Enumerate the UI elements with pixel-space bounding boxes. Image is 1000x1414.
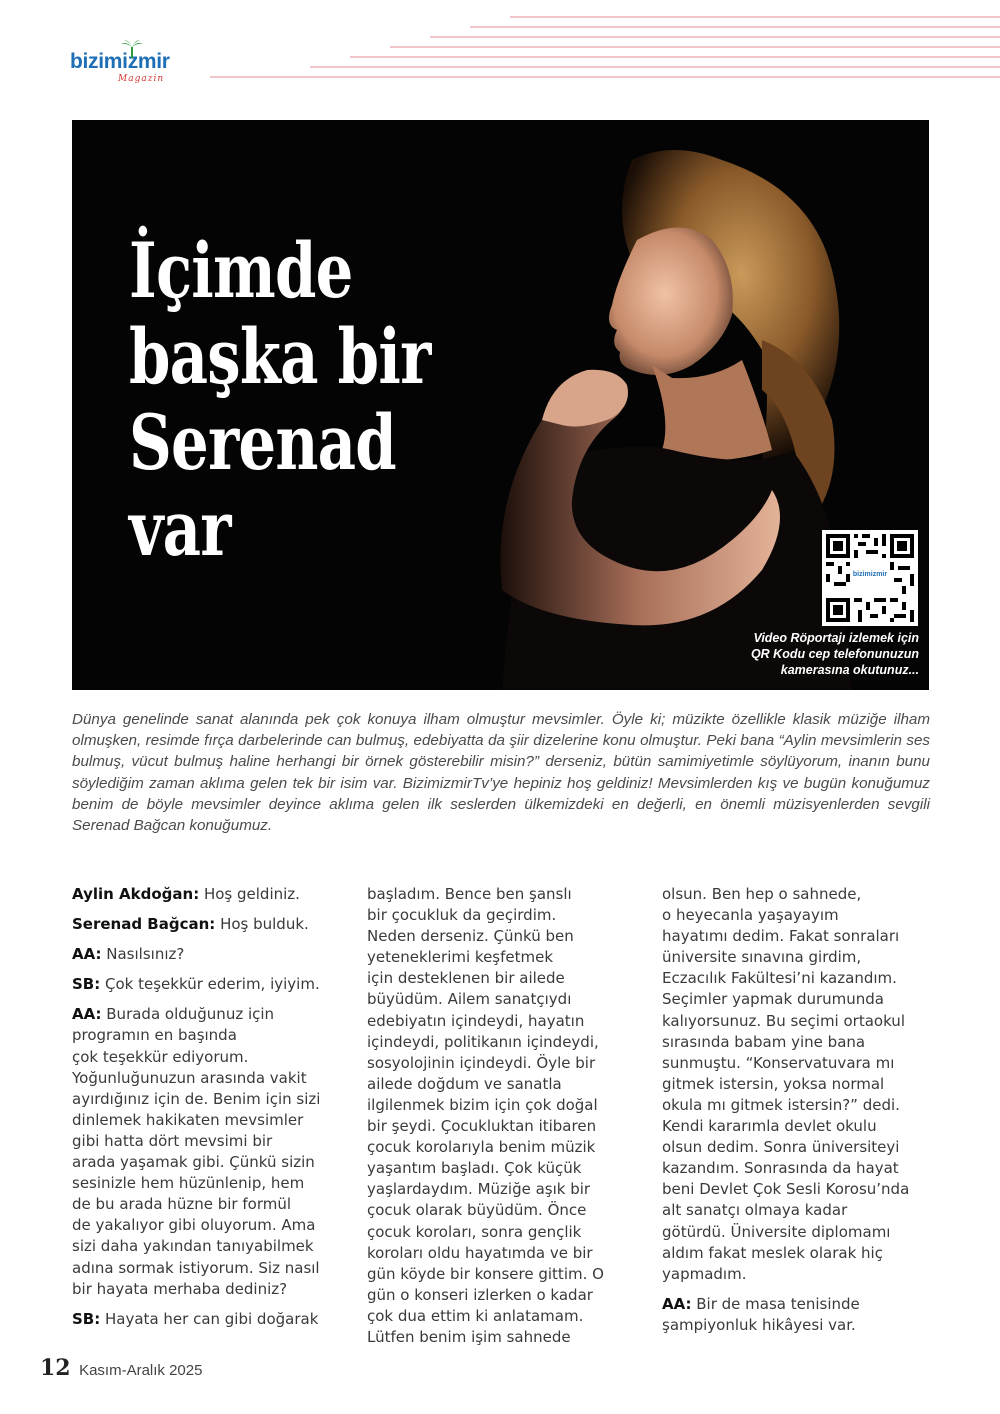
line-text: sırasında babam yine bana (662, 1032, 866, 1051)
text-line (662, 884, 937, 905)
line-text: kazandım. Sonrasında da hayat (662, 1159, 899, 1178)
interview-column-3 (662, 884, 937, 1345)
line-text: Nasılsınız? (101, 945, 185, 964)
text-line (367, 1158, 642, 1179)
qr-caption-line-2: QR Kodu cep telefonunuzun (750, 647, 919, 661)
line-text: bir çocukluk da geçirdim. (367, 906, 557, 925)
page-footer (40, 1355, 202, 1381)
text-line (72, 974, 347, 995)
interview-column-1 (72, 884, 347, 1339)
text-line (72, 914, 347, 935)
line-text: yeteneklerimi keşfetmek (367, 948, 554, 967)
line-text: kalıyorsunuz. Bu seçimi ortaokul (662, 1011, 905, 1030)
brand-logo (70, 50, 200, 96)
text-line (367, 947, 642, 968)
text-line (72, 1068, 347, 1089)
text-line (367, 989, 642, 1010)
line-text: ilgilenmek bizim için çok doğal (367, 1095, 598, 1114)
line-text: alt sanatçı olmaya kadar (662, 1201, 848, 1220)
interview-paragraph (72, 1309, 347, 1330)
line-text: başladım. Bence ben şanslı (367, 885, 572, 903)
headline-line-1: İçimde (129, 226, 353, 315)
text-line (662, 968, 937, 989)
line-text: o heyecanla yaşayayım (662, 906, 839, 925)
line-text: gibi hatta dört mevsimi bir (72, 1131, 273, 1150)
text-line (72, 944, 347, 965)
logo-subtitle: Magazin (118, 74, 165, 84)
line-text: Kendi kararımla devlet okulu (662, 1117, 877, 1136)
text-line (662, 1315, 937, 1336)
line-text: sosyolojinin içindeydi. Öyle bir (367, 1053, 596, 1072)
text-line (72, 1194, 347, 1215)
line-text: gün köyde bir konsere gittim. O (367, 1264, 604, 1283)
text-line (662, 1011, 937, 1032)
text-line (662, 1116, 937, 1137)
text-line (367, 1179, 642, 1200)
line-text: okula mı gitmek istersin?” dedi. (662, 1095, 900, 1114)
line-text: adına sormak istiyorum. Siz nasıl (72, 1258, 320, 1277)
line-text: Neden derseniz. Çünkü ben (367, 927, 574, 946)
line-text: Hoş geldiniz. (199, 885, 300, 903)
speaker-label: SB: (72, 975, 101, 994)
text-line (662, 1264, 937, 1285)
text-line (662, 1074, 937, 1095)
line-text: beni Devlet Çok Sesli Korosu’nda (662, 1180, 910, 1199)
line-text: Seçimler yapmak durumunda (662, 990, 884, 1009)
line-text: koroları oldu hayatımda ve bir (367, 1243, 593, 1262)
line-text: sesinizle hem hüzünlenip, hem (72, 1174, 305, 1193)
line-text: sizi daha yakından tanıyabilmek (72, 1237, 314, 1256)
line-text: çocuk olarak büyüdüm. Önce (367, 1201, 587, 1220)
speaker-label: SB: (72, 1309, 101, 1328)
intro-paragraph: Dünya genelinde sanat alanında pek çok konuya ilham olmuştur mevsimler. Öyle ki; müzikte özellikle klasik müziğe ilham olmuşken, resimde fırça darbelerinde can bulmuş, edebiyatta da şiir dizelerine konu olmuştur. Peki bana “Aylin mevsimlerin ses bulmuş, vücut bulmuş haline herhangi bir örnek gösterebilir misin?” derseniz, bütün samimiyetimle söylüyorum, inanın bunu söylediğim zaman aklıma gelen tek bir isim var. BizimizmirTv’ye hepiniz hoş geldiniz! Mevsimlerden kış ve bugün konuğumuz benim de böyle mevsimler deyince aklıma gelen ilk seslerden ülkemizdeki en değerli, en önemli müzisyenlerden sevgili Serenad Bağcan konuğumuz. (72, 711, 930, 835)
line-text: içindeydi, politikanın içindeydi, (367, 1032, 599, 1051)
text-line (367, 1137, 642, 1158)
speaker-label: Serenad Bağcan: (72, 915, 216, 934)
text-line (72, 1131, 347, 1152)
headline-line-4: var (129, 484, 231, 573)
line-text: Lütfen benim işim sahnede (367, 1327, 571, 1346)
text-line (662, 989, 937, 1010)
text-line (367, 1285, 642, 1306)
issue-date: Kasım-Aralık 2025 (79, 1362, 203, 1379)
line-text: için desteklenen bir ailede (367, 969, 565, 988)
text-line (367, 1011, 642, 1032)
interview-column-2 (367, 884, 642, 1357)
text-line (662, 1137, 937, 1158)
line-text: arada yaşamak gibi. Çünkü sizin (72, 1153, 315, 1172)
text-line (367, 1053, 642, 1074)
text-line (72, 1152, 347, 1173)
line-text: hayatımı dedim. Fakat sonraları (662, 927, 900, 946)
speaker-label: AA: (72, 1005, 102, 1024)
line-text: çok teşekkür ediyorum. (72, 1047, 249, 1066)
line-text: sunmuştu. “Konservatuvara mı (662, 1053, 895, 1072)
interview-paragraph (367, 884, 642, 1348)
line-text: gün o konseri izlerken o kadar (367, 1285, 593, 1304)
text-line (72, 1236, 347, 1257)
line-text: yapmadım. (662, 1264, 747, 1283)
text-line (367, 1116, 642, 1137)
line-text: şampiyonluk hikâyesi var. (662, 1315, 856, 1334)
line-text: edebiyatın içindeydi, hayatın (367, 1011, 585, 1030)
line-text: olsun. Ben hep o sahnede, (662, 885, 862, 903)
line-text: Yoğunluğunuzun arasında vakit (72, 1068, 307, 1087)
line-text: bir şeydi. Çocukluktan itibaren (367, 1117, 597, 1136)
line-text: Burada olduğunuz için (101, 1005, 275, 1024)
line-text: de yakalıyor gibi oluyorum. Ama (72, 1216, 316, 1235)
line-text: bir hayata merhaba dediniz? (72, 1279, 288, 1298)
qr-caption (679, 630, 919, 678)
hero-photo (72, 120, 929, 690)
text-line (367, 1243, 642, 1264)
text-line (72, 884, 347, 905)
line-text: gitmek istersin, yoksa normal (662, 1074, 885, 1093)
text-line (367, 926, 642, 947)
line-text: de bu arada hüzne bir formül (72, 1195, 292, 1214)
line-text: büyüdüm. Ailem sanatçıydı (367, 990, 572, 1009)
qr-caption-line-1: Video Röportajı izlemek için (753, 631, 919, 645)
text-line (72, 1173, 347, 1194)
text-line (367, 1306, 642, 1327)
text-line (367, 1032, 642, 1053)
line-text: ayırdığınız için de. Benim için sizi (72, 1089, 321, 1108)
interview-paragraph (72, 914, 347, 935)
line-text: Eczacılık Fakültesi’ni kazandım. (662, 969, 897, 988)
text-line (367, 1095, 642, 1116)
line-text: aldım fakat meslek olarak hiç (662, 1243, 883, 1262)
line-text: programın en başında (72, 1026, 237, 1045)
text-line (72, 1025, 347, 1046)
qr-logo: bizimizmir (852, 571, 888, 578)
speaker-label: AA: (72, 945, 102, 964)
text-line (72, 1215, 347, 1236)
text-line (367, 968, 642, 989)
interview-paragraph (72, 944, 347, 965)
line-text: Hoş bulduk. (215, 915, 309, 934)
text-line (662, 1200, 937, 1221)
logo-text: bizimizmir (70, 50, 170, 73)
page-number: 12 (40, 1355, 71, 1381)
text-line (72, 1309, 347, 1330)
line-text: yaşantım başladı. Çok küçük (367, 1159, 582, 1178)
text-line (662, 947, 937, 968)
text-line (662, 1095, 937, 1116)
speaker-label: Aylin Akdoğan: (72, 885, 200, 903)
speaker-label: AA: (662, 1294, 692, 1313)
line-text: çocuk koroları, sonra gençlik (367, 1222, 582, 1241)
text-line (662, 1032, 937, 1053)
qr-code[interactable] (822, 530, 918, 626)
line-text: Çok teşekkür ederim, iyiyim. (100, 975, 320, 994)
text-line (367, 1200, 642, 1221)
text-line (367, 905, 642, 926)
text-line (662, 926, 937, 947)
text-line (72, 1004, 347, 1025)
article-headline (129, 228, 509, 572)
text-line (662, 1222, 937, 1243)
text-line (662, 1294, 937, 1315)
text-line (662, 1179, 937, 1200)
text-line (72, 1258, 347, 1279)
text-line (72, 1279, 347, 1300)
qr-caption-line-3: kamerasına okutunuz... (780, 663, 919, 677)
line-text: yaşlardaydım. Müziğe aşık bir (367, 1180, 591, 1199)
text-line (662, 1243, 937, 1264)
interview-paragraph (662, 1294, 937, 1336)
text-line (367, 1264, 642, 1285)
line-text: Hayata her can gibi doğarak (100, 1309, 319, 1328)
interview-paragraph (72, 1004, 347, 1299)
text-line (662, 1158, 937, 1179)
line-text: dinlemek hakikaten mevsimler (72, 1110, 304, 1129)
line-text: olsun dedim. Sonra üniversiteyi (662, 1138, 900, 1157)
line-text: ailede doğdum ve sanatla (367, 1074, 562, 1093)
headline-line-2: başka bir (129, 312, 431, 401)
interview-paragraph (72, 974, 347, 995)
line-text: Bir de masa tenisinde (691, 1294, 860, 1313)
interview-paragraph (662, 884, 937, 1285)
line-text: çocuk korolarıyla benim müzik (367, 1138, 596, 1157)
line-text: üniversite sınavına girdim, (662, 948, 862, 967)
text-line (662, 905, 937, 926)
line-text: çok dua ettim ki anlatamam. (367, 1306, 584, 1325)
text-line (72, 1110, 347, 1131)
palm-tree-icon (121, 40, 143, 58)
text-line (662, 1053, 937, 1074)
text-line (72, 1047, 347, 1068)
line-text: götürdü. Üniversite diplomamı (662, 1222, 891, 1241)
text-line (367, 1222, 642, 1243)
interview-paragraph (72, 884, 347, 905)
headline-line-3: Serenad (129, 398, 396, 487)
qr-code-icon (822, 530, 918, 626)
text-line (72, 1089, 347, 1110)
text-line (367, 884, 642, 905)
text-line (367, 1074, 642, 1095)
text-line (367, 1327, 642, 1348)
